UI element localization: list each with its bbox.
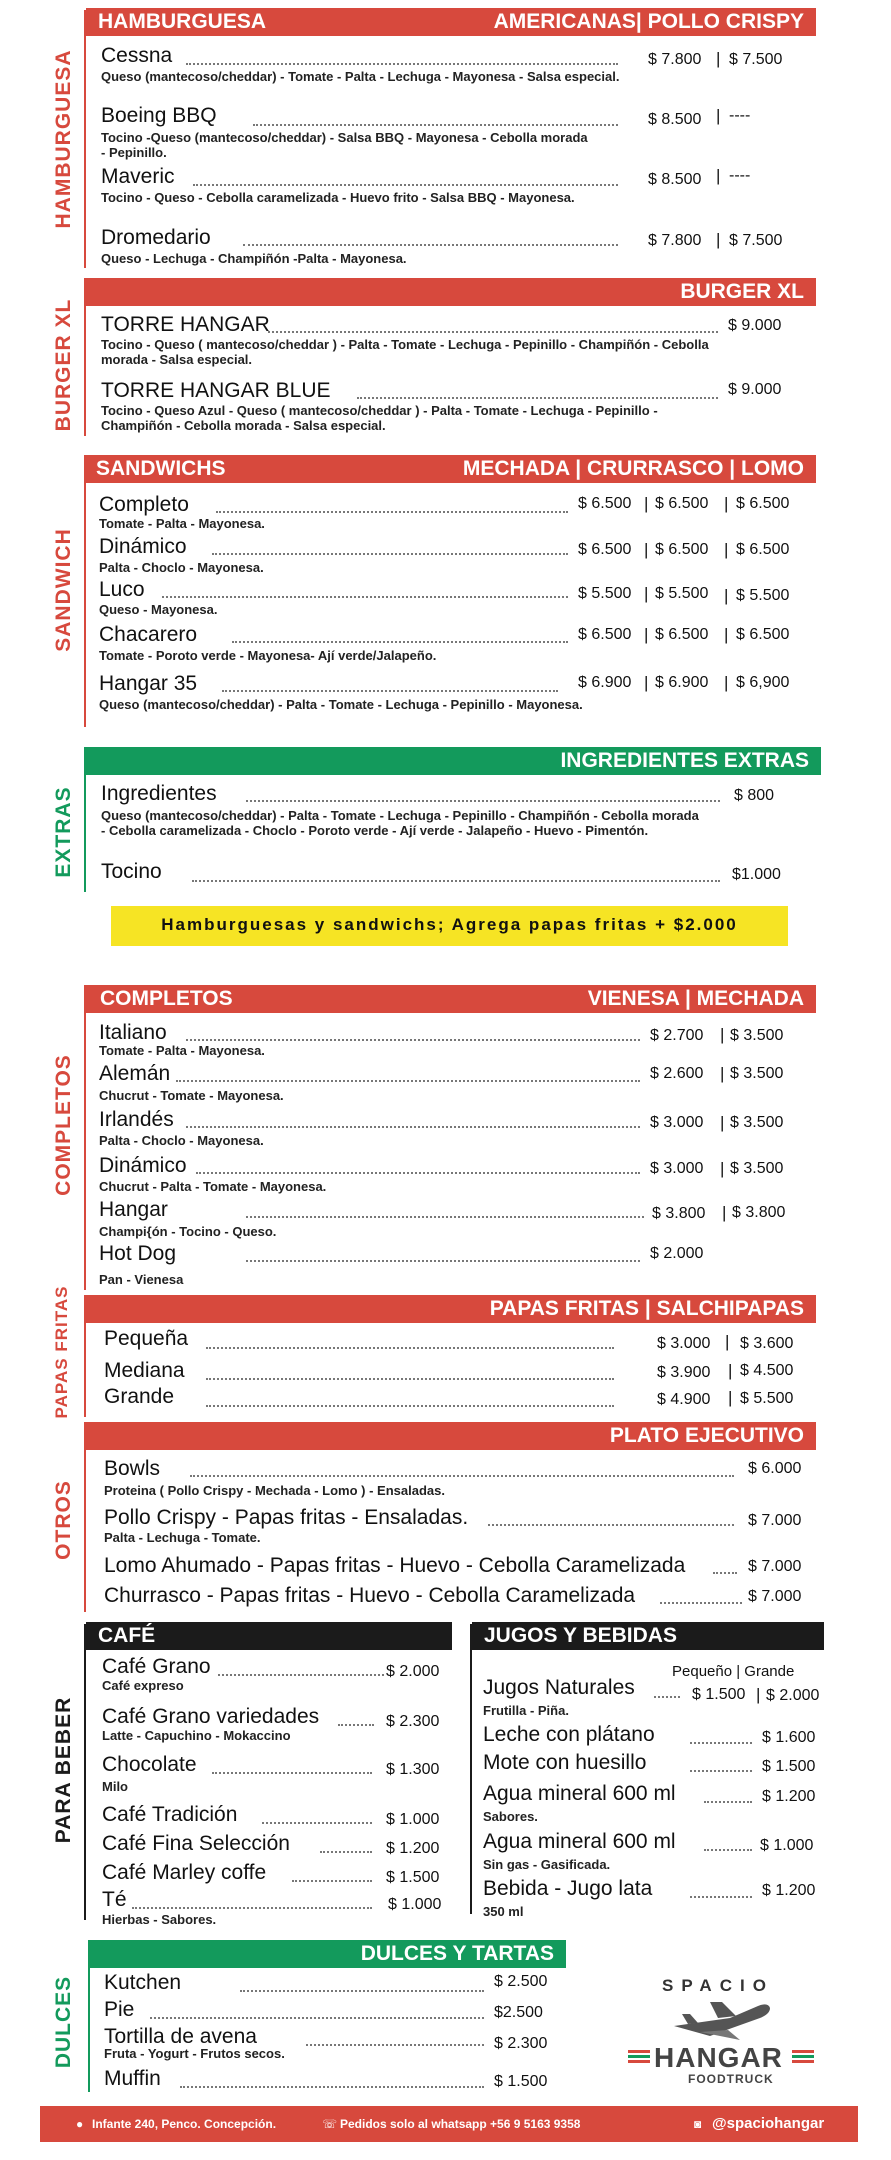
menu-item-name: Luco xyxy=(99,578,145,601)
leader-dots xyxy=(690,1896,752,1898)
price-americanas: $ 8.500 xyxy=(648,171,702,188)
menu-item-name: Lomo Ahumado - Papas fritas - Huevo - Cebolla Caramelizada xyxy=(104,1554,686,1577)
leader-dots xyxy=(243,244,618,246)
price: $ 1.500 xyxy=(386,1869,440,1886)
jugos-header xyxy=(472,1622,824,1650)
menu-item-desc: Tocino - Queso ( mantecoso/cheddar ) - Palta - Tomate - Lechuga - Pepinillo - Champiñón - Cebolla morada - Salsa especial. xyxy=(101,337,709,367)
menu-item-name: Tortilla de avena xyxy=(104,2025,257,2048)
completos-header xyxy=(86,985,816,1013)
menu-item-name: Té xyxy=(102,1888,127,1911)
menu-item-name: Mote con huesillo xyxy=(483,1751,647,1774)
menu-item-desc: Palta - Choclo - Mayonesa. xyxy=(99,1133,264,1148)
price: $ 2.300 xyxy=(386,1713,440,1730)
price: $ 9.000 xyxy=(728,381,782,398)
leader-dots xyxy=(186,1039,640,1041)
price: $ 1.200 xyxy=(386,1840,440,1857)
price: $ 2.300 xyxy=(494,2035,548,2052)
leader-dots xyxy=(660,1602,742,1604)
price-separator: | xyxy=(724,673,729,692)
leader-dots xyxy=(132,1907,372,1909)
leader-dots xyxy=(180,2086,484,2088)
price: $1.000 xyxy=(732,866,781,883)
menu-item-desc: Queso (mantecoso/cheddar) - Palta - Tomate - Lechuga - Pepinillo - Champiñón - Cebolla morada - Cebolla caramelizada - Choclo - Poroto verde - Ají verde - Jalapeño - Huevo - Pimentón. xyxy=(101,808,699,838)
menu-item-desc: Queso (mantecoso/cheddar) - Palta - Tomate - Lechuga - Pepinillo - Mayonesa. xyxy=(99,697,583,712)
menu-item-name: Bebida - Jugo lata xyxy=(483,1877,653,1900)
cafe-title: CAFÉ xyxy=(98,1624,156,1647)
leader-dots xyxy=(186,63,618,65)
extras-header xyxy=(86,747,821,775)
dulces-title: DULCES Y TARTAS xyxy=(360,1942,554,1965)
logo-left-stripes xyxy=(628,2050,650,2064)
leader-dots xyxy=(292,1880,372,1882)
leader-dots xyxy=(222,690,558,692)
menu-item-name: Chacarero xyxy=(99,623,198,646)
menu-item-desc: Tomate - Palta - Mayonesa. xyxy=(99,516,265,531)
price-salchipapas: $ 3.600 xyxy=(740,1335,794,1352)
logo-main-text: HANGAR xyxy=(654,2042,783,2073)
menu-item-desc: Tomate - Poroto verde - Mayonesa- Ají verde/Jalapeño. xyxy=(99,648,437,663)
price-separator: | xyxy=(722,1203,727,1222)
leader-dots xyxy=(196,1172,640,1174)
price: $ 7.000 xyxy=(748,1558,802,1575)
price: $ 1.300 xyxy=(386,1761,440,1778)
price-separator: | xyxy=(644,673,649,692)
location-pin-icon: ● xyxy=(76,2117,84,2131)
menu-item-name: Completo xyxy=(99,493,189,516)
price: $ 1.500 xyxy=(494,2073,548,2090)
menu-item-desc: Sin gas - Gasificada. xyxy=(483,1857,611,1872)
leader-dots xyxy=(206,1405,614,1407)
price-lomo: $ 6,900 xyxy=(736,674,790,691)
price-americanas: $ 7.800 xyxy=(648,232,702,249)
menu-item-desc: Chucrut - Tomate - Mayonesa. xyxy=(99,1088,284,1103)
leader-dots xyxy=(246,1260,640,1262)
leader-dots xyxy=(176,1080,640,1082)
price: $ 9.000 xyxy=(728,317,782,334)
sandwich-title: SANDWICHS xyxy=(96,457,226,480)
burger-xl-title: BURGER XL xyxy=(680,280,804,303)
menu-item-desc: Chucrut - Palta - Tomate - Mayonesa. xyxy=(99,1179,327,1194)
price: $ 1.000 xyxy=(386,1811,440,1828)
menu-item-name: Pequeña xyxy=(104,1327,189,1350)
leader-dots xyxy=(338,1724,374,1726)
price-separator: | xyxy=(644,625,649,644)
otros-side-bar xyxy=(84,1422,86,1612)
menu-item-name: Grande xyxy=(104,1385,175,1408)
price-churrasco: $ 6.500 xyxy=(655,626,709,643)
leader-dots xyxy=(218,1674,384,1676)
price-separator: | xyxy=(720,1113,725,1132)
logo-right-stripes xyxy=(792,2050,814,2064)
completos-title: COMPLETOS xyxy=(100,987,233,1010)
menu-item-name: Dromedario xyxy=(101,226,211,249)
menu-item-name: Jugos Naturales xyxy=(483,1676,635,1699)
price-separator: | xyxy=(716,106,721,125)
price-separator: | xyxy=(724,494,729,513)
hamburguesa-header xyxy=(86,8,816,36)
price-separator: | xyxy=(720,1025,725,1044)
price-separator: | xyxy=(725,1332,730,1351)
price-lomo: $ 5.500 xyxy=(736,587,790,604)
menu-item-name: Ingredientes xyxy=(101,782,217,805)
price: $ 7.000 xyxy=(748,1512,802,1529)
instagram-icon: ◙ xyxy=(694,2117,702,2131)
price-vienesa: $ 3.000 xyxy=(650,1114,704,1131)
burger-xl-header xyxy=(86,278,816,306)
sandwich-columns: MECHADA | CRURRASCO | LOMO xyxy=(462,457,804,480)
price-vienesa: $ 2.600 xyxy=(650,1065,704,1082)
price-separator: | xyxy=(724,586,729,605)
menu-item-name: Café Fina Selección xyxy=(102,1832,290,1855)
price: $ 6.000 xyxy=(748,1460,802,1477)
hamburguesa-side-label: HAMBURGUESA xyxy=(52,49,75,229)
leader-dots xyxy=(212,1772,372,1774)
price-mechada: $ 5.500 xyxy=(578,585,632,602)
price: $ 1.500 xyxy=(762,1758,816,1775)
menu-item-desc: Tomate - Palta - Mayonesa. xyxy=(99,1043,265,1058)
price-papas: $ 4.900 xyxy=(657,1391,711,1408)
price-mechada: $ 3.800 xyxy=(732,1204,786,1221)
menu-item-name: Hot Dog xyxy=(99,1242,177,1265)
leader-dots xyxy=(186,1126,640,1128)
leader-dots xyxy=(240,1990,484,1992)
price-separator: | xyxy=(644,584,649,603)
hamburguesa-columns: AMERICANAS| POLLO CRISPY xyxy=(493,10,804,33)
menu-item-desc: Palta - Lechuga - Tomate. xyxy=(104,1530,261,1545)
menu-item-desc: Queso (mantecoso/cheddar) - Tomate - Palta - Lechuga - Mayonesa - Salsa especial. xyxy=(101,69,620,84)
price: $2.500 xyxy=(494,2004,543,2021)
leader-dots xyxy=(253,124,618,126)
price-vienesa: $ 3.000 xyxy=(650,1160,704,1177)
menu-item-name: Tocino xyxy=(101,860,162,883)
price-separator: | xyxy=(716,230,721,249)
leader-dots xyxy=(704,1801,752,1803)
footer-address: Infante 240, Penco. Concepción. xyxy=(92,2117,277,2131)
menu-item-name: Boeing BBQ xyxy=(101,104,217,127)
footer-instagram[interactable]: @spaciohangar xyxy=(712,2115,825,2132)
papas-header xyxy=(86,1295,816,1323)
extras-side-label: EXTRAS xyxy=(52,786,75,878)
price-papas: $ 3.900 xyxy=(657,1364,711,1381)
footer-bar xyxy=(40,2106,858,2142)
price-mechada: $ 3.500 xyxy=(730,1160,784,1177)
menu-item-desc: Queso - Mayonesa. xyxy=(99,602,218,617)
price-pollo-crispy: ---- xyxy=(729,167,751,184)
price-mechada: $ 3.500 xyxy=(730,1027,784,1044)
price-separator: | xyxy=(720,1064,725,1083)
leader-dots xyxy=(212,553,568,555)
price-separator: | xyxy=(644,540,649,559)
menu-item-name: Chocolate xyxy=(102,1753,197,1776)
hamburguesa-side-bar xyxy=(84,10,86,268)
menu-item-name: Agua mineral 600 ml xyxy=(483,1830,676,1853)
menu-item-name: Leche con plátano xyxy=(483,1723,655,1746)
price-churrasco: $ 6.500 xyxy=(655,495,709,512)
leader-dots xyxy=(690,1742,752,1744)
leader-dots xyxy=(704,1849,752,1851)
price-pollo-crispy: ---- xyxy=(729,107,751,124)
menu-item-name: Dinámico xyxy=(99,1154,187,1177)
menu-item-name: Hangar 35 xyxy=(99,672,198,695)
otros-title: PLATO EJECUTIVO xyxy=(609,1424,804,1447)
price: $ 1.200 xyxy=(762,1882,816,1899)
price: $ 1.600 xyxy=(762,1729,816,1746)
leader-dots xyxy=(690,1770,752,1772)
price-separator: | xyxy=(716,49,721,68)
price-vienesa: $ 2.700 xyxy=(650,1027,704,1044)
menu-item-name: Kutchen xyxy=(104,1971,182,1994)
price-pollo-crispy: $ 7.500 xyxy=(729,51,783,68)
menu-item-name: Hangar xyxy=(99,1198,168,1221)
price-separator: | xyxy=(720,1159,725,1178)
menu-item-desc: Queso - Lechuga - Champiñón -Palta - Mayonesa. xyxy=(101,251,407,266)
menu-item-name: Bowls xyxy=(104,1457,161,1480)
price-separator: | xyxy=(716,166,721,185)
price: $ 800 xyxy=(734,787,775,804)
menu-item-name: TORRE HANGAR xyxy=(101,313,270,336)
whatsapp-icon: ☏ xyxy=(322,2117,338,2131)
price-americanas: $ 7.800 xyxy=(648,51,702,68)
price-mechada: $ 3.500 xyxy=(730,1065,784,1082)
menu-item-name: Cessna xyxy=(101,44,173,67)
price-lomo: $ 6.500 xyxy=(736,495,790,512)
price-lomo: $ 6.500 xyxy=(736,541,790,558)
sandwich-header xyxy=(86,455,816,483)
otros-header xyxy=(86,1422,816,1450)
price-pollo-crispy: $ 7.500 xyxy=(729,232,783,249)
jugos-columns: Pequeño | Grande xyxy=(672,1663,795,1680)
price-separator: | xyxy=(724,625,729,644)
price-pequeno: $ 1.500 xyxy=(692,1686,746,1703)
leader-dots xyxy=(246,800,720,802)
menu-item-desc: Sabores. xyxy=(483,1809,538,1824)
sandwich-side-bar xyxy=(84,455,86,727)
hamburguesa-title: HAMBURGUESA xyxy=(98,10,266,33)
dulces-header xyxy=(90,1940,566,1968)
price-churrasco: $ 5.500 xyxy=(655,585,709,602)
menu-item-desc: 350 ml xyxy=(483,1904,524,1919)
bebidas-side-bar xyxy=(84,1624,86,1920)
price-papas: $ 3.000 xyxy=(657,1335,711,1352)
menu-item-name: Mediana xyxy=(104,1359,185,1382)
price-separator: | xyxy=(756,1685,761,1704)
leader-dots xyxy=(216,511,568,513)
leader-dots xyxy=(192,880,720,882)
price-salchipapas: $ 5.500 xyxy=(740,1390,794,1407)
leader-dots xyxy=(150,2017,484,2019)
menu-item-name: Café Marley coffe xyxy=(102,1861,267,1884)
menu-item-name: Dinámico xyxy=(99,535,187,558)
menu-item-name: Pie xyxy=(104,1998,135,2021)
airplane-icon xyxy=(670,1996,774,2042)
menu-item-desc: Tocino -Queso (mantecoso/cheddar) - Salsa BBQ - Mayonesa - Cebolla morada - Pepinillo. xyxy=(101,130,588,160)
price: $ 2.500 xyxy=(494,1973,548,1990)
price: $ 1.000 xyxy=(760,1837,814,1854)
leader-dots xyxy=(488,1524,734,1526)
jugos-title: JUGOS Y BEBIDAS xyxy=(484,1624,677,1647)
menu-item-desc: Tocino - Queso Azul - Queso ( mantecoso/cheddar ) - Palta - Tomate - Lechuga - Pepinillo - Champiñón - Cebolla morada - Salsa especial. xyxy=(101,403,658,433)
menu-item-desc: Proteina ( Pollo Crispy - Mechada - Lomo ) - Ensaladas. xyxy=(104,1483,445,1498)
menu-item-desc: Café expreso xyxy=(102,1678,184,1693)
price-churrasco: $ 6.900 xyxy=(655,674,709,691)
completos-side-bar xyxy=(84,985,86,1290)
leader-dots xyxy=(268,331,718,333)
menu-item-desc: Palta - Choclo - Mayonesa. xyxy=(99,560,264,575)
menu-item-desc: Pan - Vienesa xyxy=(99,1272,184,1287)
price-separator: | xyxy=(724,540,729,559)
menu-item-name: Muffin xyxy=(104,2067,161,2090)
price-grande: $ 2.000 xyxy=(766,1687,820,1704)
price-churrasco: $ 6.500 xyxy=(655,541,709,558)
leader-dots xyxy=(320,1851,372,1853)
menu-item-name: Café Grano variedades xyxy=(102,1705,320,1728)
spacio-hangar-logo xyxy=(626,1974,816,2086)
menu-item-desc: Hierbas - Sabores. xyxy=(102,1912,217,1927)
menu-item-name: Italiano xyxy=(99,1021,167,1044)
burger-xl-side-label: BURGER XL xyxy=(52,298,75,432)
leader-dots xyxy=(262,1822,372,1824)
bebidas-side-label: PARA BEBER xyxy=(52,1696,75,1844)
price-mechada: $ 6.500 xyxy=(578,626,632,643)
price: $ 1.000 xyxy=(388,1896,442,1913)
menu-item-name: Agua mineral 600 ml xyxy=(483,1782,676,1805)
price-mechada: $ 6.500 xyxy=(578,495,632,512)
menu-item-desc: Fruta - Yogurt - Frutos secos. xyxy=(104,2046,285,2061)
jugos-side-bar xyxy=(470,1624,472,1914)
price: $ 1.200 xyxy=(762,1788,816,1805)
menu-item-name: Churrasco - Papas fritas - Huevo - Cebolla Caramelizada xyxy=(104,1584,636,1607)
leader-dots xyxy=(232,641,568,643)
price-separator: | xyxy=(728,1388,733,1407)
leader-dots xyxy=(206,1378,614,1380)
menu-item-name: TORRE HANGAR BLUE xyxy=(101,379,331,402)
menu-item-desc: Latte - Capuchino - Mokaccino xyxy=(102,1728,291,1743)
price-separator: | xyxy=(728,1361,733,1380)
price-separator: | xyxy=(644,494,649,513)
price: $ 2.000 xyxy=(386,1663,440,1680)
menu-item-name: Irlandés xyxy=(99,1108,174,1131)
completos-side-label: COMPLETOS xyxy=(52,1054,75,1196)
menu-item-desc: Frutilla - Piña. xyxy=(483,1703,569,1718)
menu-item-name: Alemán xyxy=(99,1062,171,1085)
leader-dots xyxy=(246,1216,644,1218)
cafe-header xyxy=(86,1622,452,1650)
price-salchipapas: $ 4.500 xyxy=(740,1362,794,1379)
menu-item-desc: Tocino - Queso - Cebolla caramelizada - Huevo frito - Salsa BBQ - Mayonesa. xyxy=(101,190,575,205)
menu-item-desc: Milo xyxy=(102,1779,128,1794)
papas-promo-banner: Hamburguesas y sandwichs; Agrega papas fritas + $2.000 xyxy=(111,906,788,946)
footer-whatsapp[interactable]: Pedidos solo al whatsapp +56 9 5163 9358 xyxy=(340,2117,581,2131)
price-mechada: $ 6.900 xyxy=(578,674,632,691)
leader-dots xyxy=(357,397,718,399)
price-mechada: $ 6.500 xyxy=(578,541,632,558)
extras-title: INGREDIENTES EXTRAS xyxy=(560,749,809,772)
menu-item-name: Maveric xyxy=(101,165,175,188)
menu-item-name: Café Grano xyxy=(102,1655,211,1678)
logo-top-text: SPACIO xyxy=(662,1976,774,1995)
price-mechada: $ 3.500 xyxy=(730,1114,784,1131)
leader-dots xyxy=(190,1475,734,1477)
price: $ 7.000 xyxy=(748,1588,802,1605)
menu-item-name: Pollo Crispy - Papas fritas - Ensaladas. xyxy=(104,1506,469,1529)
price-vienesa: $ 2.000 xyxy=(650,1245,704,1262)
sandwich-side-label: SANDWICH xyxy=(52,528,75,652)
menu-item-desc: Champi{ón - Tocino - Queso. xyxy=(99,1224,277,1239)
completos-columns: VIENESA | MECHADA xyxy=(587,987,804,1010)
papas-side-label: PAPAS FRITAS xyxy=(52,1285,71,1419)
leader-dots xyxy=(713,1572,737,1574)
leader-dots xyxy=(654,1696,680,1698)
price-lomo: $ 6.500 xyxy=(736,626,790,643)
price-americanas: $ 8.500 xyxy=(648,111,702,128)
leader-dots xyxy=(206,1347,614,1349)
dulces-side-label: DULCES xyxy=(52,1975,75,2069)
logo-sub-text: FOODTRUCK xyxy=(688,2072,774,2086)
price-vienesa: $ 3.800 xyxy=(652,1205,706,1222)
menu-item-name: Café Tradición xyxy=(102,1803,238,1826)
papas-title: PAPAS FRITAS | SALCHIPAPAS xyxy=(489,1297,804,1320)
otros-side-label: OTROS xyxy=(52,1480,75,1560)
leader-dots xyxy=(162,596,568,598)
leader-dots xyxy=(193,184,618,186)
